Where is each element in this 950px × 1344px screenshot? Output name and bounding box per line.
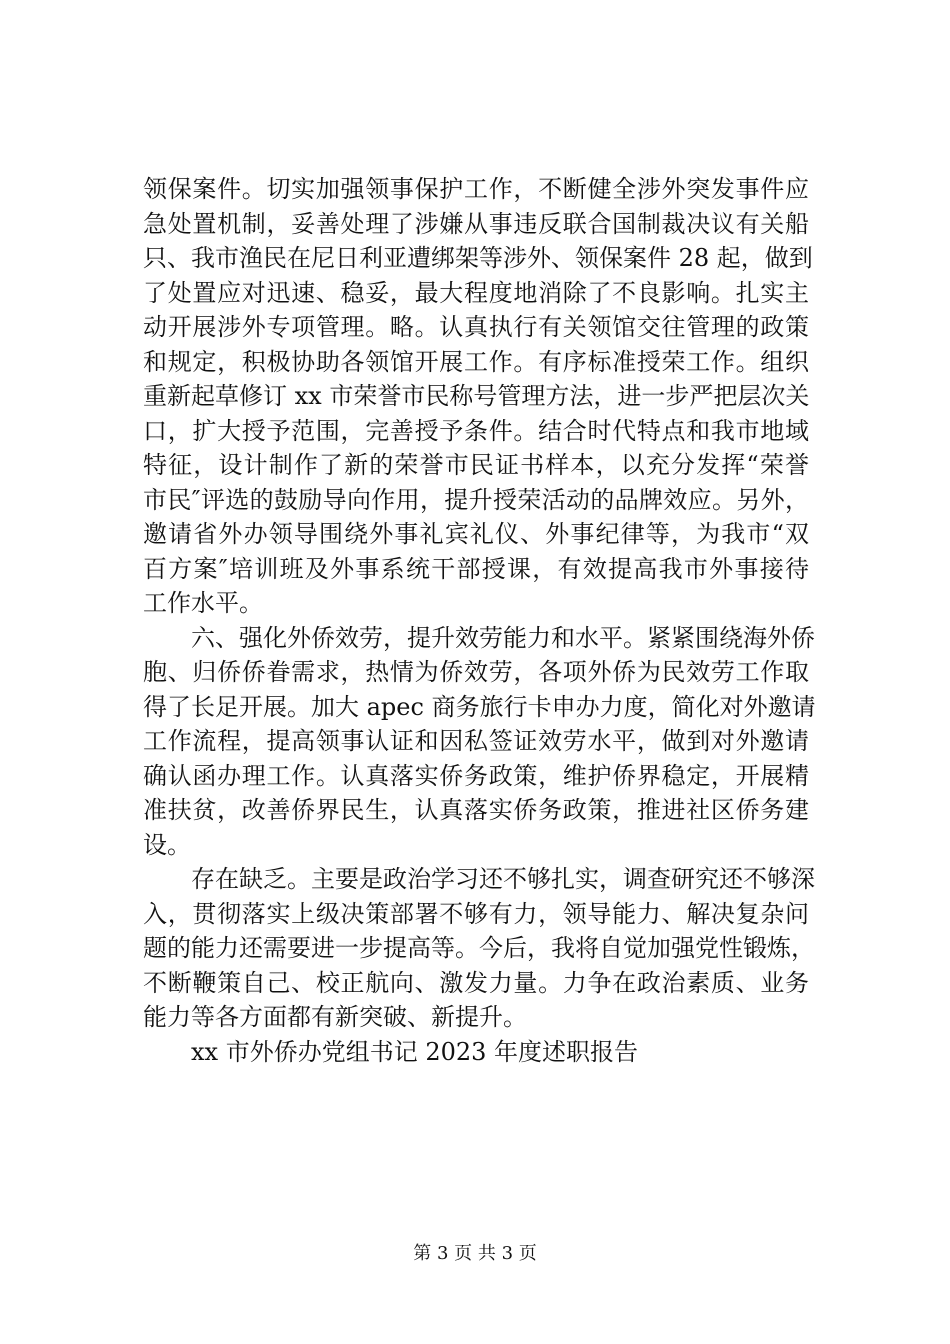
document-body	[143, 172, 816, 1069]
text-line: 动开展涉外专项管理。略。认真执行有关领馆交往管理的政策	[143, 313, 809, 341]
page-footer: 第 3 页 共 3 页	[413, 1243, 537, 1264]
text-line: 重新起草修订 xx 市荣誉市民称号管理方法，进一步严把层次关	[143, 382, 810, 410]
text-line: 和规定，积极协助各领馆开展工作。有序标准授荣工作。组织	[143, 347, 809, 376]
text-line: 存在缺乏。主要是政治学习还不够扎实，调查研究还不够深	[191, 865, 815, 893]
text-line: 工作水平。	[143, 589, 263, 617]
paragraph-4	[143, 1035, 809, 1070]
paragraph-2	[143, 621, 816, 863]
text-line: 只、我市渔民在尼日利亚遭绑架等涉外、领保案件 28 起，做到	[143, 244, 813, 272]
text-line: 邀请省外办领导围绕外事礼宾礼仪、外事纪律等，为我市“双	[143, 520, 809, 548]
text-line: 领保案件。切实加强领事保护工作，不断健全涉外突发事件应	[143, 175, 809, 203]
text-line: 特征，设计制作了新的荣誉市民证书样本，以充分发挥“荣誉	[143, 451, 809, 479]
text-line: 急处置机制，妥善处理了涉嫌从事违反联合国制裁决议有关船	[143, 209, 809, 238]
text-line: 能力等各方面都有新突破、新提升。	[143, 1003, 527, 1031]
text-line: 不断鞭策自己、校正航向、激发力量。力争在政治素质、业务	[143, 968, 809, 997]
text-line: 确认函办理工作。认真落实侨务政策，维护侨界稳定，开展精	[143, 761, 809, 790]
text-line: 设。	[143, 830, 191, 859]
text-line: 了处置应对迅速、稳妥，最大程度地消除了不良影响。扎实主	[143, 278, 809, 307]
text-line: 准扶贫，改善侨界民生，认真落实侨务政策，推进社区侨务建	[143, 796, 809, 824]
text-line: 工作流程，提高领事认证和因私签证效劳水平，做到对外邀请	[143, 727, 809, 755]
text-line: 得了长足开展。加大 apec 商务旅行卡申办力度，简化对外邀请	[143, 692, 816, 721]
text-line: 题的能力还需要进一步提高等。今后，我将自觉加强党性锻炼，	[143, 934, 815, 962]
text-line: 入，贯彻落实上级决策部署不够有力，领导能力、解决复杂问	[143, 899, 809, 928]
report-title-line: xx 市外侨办党组书记 2023 年度述职报告	[191, 1037, 639, 1066]
text-line: 口，扩大授予范围，完善授予条件。结合时代特点和我市地域	[143, 416, 809, 445]
text-line: 胞、归侨侨眷需求，热情为侨效劳，各项外侨为民效劳工作取	[143, 658, 809, 686]
text-line: 市民″评选的鼓励导向作用，提升授荣活动的品牌效应。另外，	[143, 485, 809, 514]
paragraph-3	[143, 862, 815, 1035]
text-line: 六、强化外侨效劳，提升效劳能力和水平。紧紧围绕海外侨	[191, 623, 815, 652]
text-line: 百方案″培训班及外事系统干部授课，有效提高我市外事接待	[143, 554, 809, 583]
paragraph-1	[143, 172, 813, 621]
